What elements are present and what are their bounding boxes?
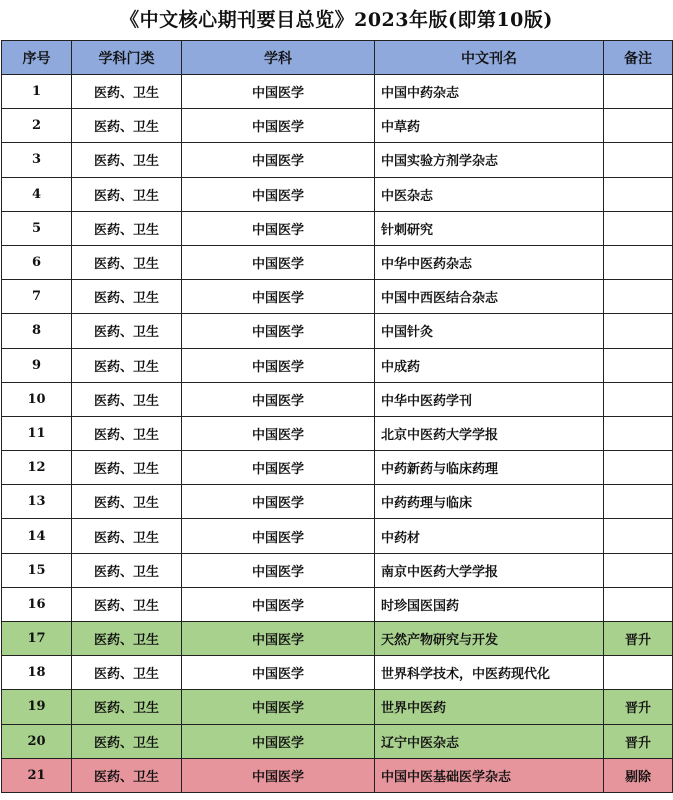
table-row bbox=[2, 211, 673, 245]
cell-index: 5 bbox=[2, 211, 72, 245]
table-row bbox=[2, 690, 673, 724]
table-row bbox=[2, 109, 673, 143]
table-row bbox=[2, 622, 673, 656]
cell-subject: 中国医学 bbox=[182, 622, 375, 656]
cell-note bbox=[604, 348, 673, 382]
cell-journal: 时珍国医国药 bbox=[375, 587, 604, 621]
cell-subject: 中国医学 bbox=[182, 348, 375, 382]
cell-subject: 中国医学 bbox=[182, 587, 375, 621]
cell-index: 9 bbox=[2, 348, 72, 382]
cell-subject: 中国医学 bbox=[182, 690, 375, 724]
cell-note: 剔除 bbox=[604, 758, 673, 792]
cell-note bbox=[604, 416, 673, 450]
cell-category: 医药、卫生 bbox=[72, 587, 182, 621]
cell-category: 医药、卫生 bbox=[72, 690, 182, 724]
table-row bbox=[2, 245, 673, 279]
cell-category: 医药、卫生 bbox=[72, 314, 182, 348]
cell-subject: 中国医学 bbox=[182, 553, 375, 587]
cell-index: 15 bbox=[2, 553, 72, 587]
cell-category: 医药、卫生 bbox=[72, 758, 182, 792]
cell-category: 医药、卫生 bbox=[72, 75, 182, 109]
cell-note: 晋升 bbox=[604, 622, 673, 656]
cell-subject: 中国医学 bbox=[182, 724, 375, 758]
cell-category: 医药、卫生 bbox=[72, 382, 182, 416]
cell-subject: 中国医学 bbox=[182, 109, 375, 143]
cell-index: 3 bbox=[2, 143, 72, 177]
table-row bbox=[2, 382, 673, 416]
cell-category: 医药、卫生 bbox=[72, 416, 182, 450]
cell-subject: 中国医学 bbox=[182, 143, 375, 177]
cell-note bbox=[604, 382, 673, 416]
cell-subject: 中国医学 bbox=[182, 245, 375, 279]
cell-note bbox=[604, 280, 673, 314]
table-row bbox=[2, 416, 673, 450]
cell-journal: 中华中医药杂志 bbox=[375, 245, 604, 279]
cell-journal: 中国中西医结合杂志 bbox=[375, 280, 604, 314]
cell-note bbox=[604, 109, 673, 143]
cell-journal: 中国针灸 bbox=[375, 314, 604, 348]
cell-journal: 天然产物研究与开发 bbox=[375, 622, 604, 656]
table-row bbox=[2, 519, 673, 553]
cell-subject: 中国医学 bbox=[182, 211, 375, 245]
cell-index: 18 bbox=[2, 656, 72, 690]
table-row bbox=[2, 485, 673, 519]
page-title: 《中文核心期刊要目总览》2023年版(即第10版) bbox=[120, 9, 553, 31]
cell-subject: 中国医学 bbox=[182, 75, 375, 109]
table-row bbox=[2, 75, 673, 109]
cell-index: 4 bbox=[2, 177, 72, 211]
cell-category: 医药、卫生 bbox=[72, 485, 182, 519]
cell-index: 14 bbox=[2, 519, 72, 553]
cell-category: 医药、卫生 bbox=[72, 280, 182, 314]
cell-subject: 中国医学 bbox=[182, 758, 375, 792]
cell-index: 6 bbox=[2, 245, 72, 279]
cell-category: 医药、卫生 bbox=[72, 451, 182, 485]
header-subject: 学科 bbox=[182, 41, 375, 75]
table-row bbox=[2, 587, 673, 621]
cell-index: 12 bbox=[2, 451, 72, 485]
table-header-row bbox=[2, 41, 673, 75]
cell-category: 医药、卫生 bbox=[72, 211, 182, 245]
cell-category: 医药、卫生 bbox=[72, 724, 182, 758]
table-row bbox=[2, 553, 673, 587]
journal-table bbox=[1, 40, 673, 793]
table-row bbox=[2, 314, 673, 348]
cell-journal: 中医杂志 bbox=[375, 177, 604, 211]
table-row bbox=[2, 280, 673, 314]
cell-category: 医药、卫生 bbox=[72, 622, 182, 656]
cell-journal: 中华中医药学刊 bbox=[375, 382, 604, 416]
cell-note bbox=[604, 485, 673, 519]
cell-journal: 北京中医药大学学报 bbox=[375, 416, 604, 450]
cell-note bbox=[604, 587, 673, 621]
cell-subject: 中国医学 bbox=[182, 485, 375, 519]
cell-journal: 针刺研究 bbox=[375, 211, 604, 245]
table-row bbox=[2, 143, 673, 177]
cell-category: 医药、卫生 bbox=[72, 177, 182, 211]
cell-index: 19 bbox=[2, 690, 72, 724]
cell-journal: 世界科学技术，中医药现代化 bbox=[375, 656, 604, 690]
cell-journal: 中成药 bbox=[375, 348, 604, 382]
cell-note bbox=[604, 143, 673, 177]
cell-subject: 中国医学 bbox=[182, 382, 375, 416]
cell-journal: 辽宁中医杂志 bbox=[375, 724, 604, 758]
cell-note bbox=[604, 245, 673, 279]
table-body bbox=[2, 75, 673, 793]
cell-subject: 中国医学 bbox=[182, 519, 375, 553]
cell-subject: 中国医学 bbox=[182, 177, 375, 211]
cell-note bbox=[604, 553, 673, 587]
cell-note bbox=[604, 177, 673, 211]
cell-journal: 世界中医药 bbox=[375, 690, 604, 724]
cell-subject: 中国医学 bbox=[182, 656, 375, 690]
cell-subject: 中国医学 bbox=[182, 280, 375, 314]
cell-note bbox=[604, 211, 673, 245]
cell-category: 医药、卫生 bbox=[72, 656, 182, 690]
cell-index: 7 bbox=[2, 280, 72, 314]
cell-index: 17 bbox=[2, 622, 72, 656]
cell-category: 医药、卫生 bbox=[72, 245, 182, 279]
table-row bbox=[2, 656, 673, 690]
header-journal: 中文刊名 bbox=[375, 41, 604, 75]
cell-note bbox=[604, 314, 673, 348]
cell-note bbox=[604, 75, 673, 109]
table-row bbox=[2, 758, 673, 792]
cell-category: 医药、卫生 bbox=[72, 553, 182, 587]
cell-index: 8 bbox=[2, 314, 72, 348]
cell-category: 医药、卫生 bbox=[72, 348, 182, 382]
cell-category: 医药、卫生 bbox=[72, 109, 182, 143]
cell-category: 医药、卫生 bbox=[72, 519, 182, 553]
cell-index: 11 bbox=[2, 416, 72, 450]
cell-index: 1 bbox=[2, 75, 72, 109]
cell-subject: 中国医学 bbox=[182, 451, 375, 485]
cell-index: 2 bbox=[2, 109, 72, 143]
cell-subject: 中国医学 bbox=[182, 314, 375, 348]
cell-journal: 中国实验方剂学杂志 bbox=[375, 143, 604, 177]
cell-note bbox=[604, 656, 673, 690]
cell-category: 医药、卫生 bbox=[72, 143, 182, 177]
cell-journal: 中药药理与临床 bbox=[375, 485, 604, 519]
table-row bbox=[2, 724, 673, 758]
cell-journal: 中药材 bbox=[375, 519, 604, 553]
header-index: 序号 bbox=[2, 41, 72, 75]
header-note: 备注 bbox=[604, 41, 673, 75]
cell-journal: 中国中药杂志 bbox=[375, 75, 604, 109]
cell-journal: 中国中医基础医学杂志 bbox=[375, 758, 604, 792]
header-category: 学科门类 bbox=[72, 41, 182, 75]
cell-note: 晋升 bbox=[604, 724, 673, 758]
cell-index: 20 bbox=[2, 724, 72, 758]
cell-journal: 中药新药与临床药理 bbox=[375, 451, 604, 485]
cell-note bbox=[604, 519, 673, 553]
cell-journal: 中草药 bbox=[375, 109, 604, 143]
table-row bbox=[2, 177, 673, 211]
cell-index: 10 bbox=[2, 382, 72, 416]
cell-index: 21 bbox=[2, 758, 72, 792]
cell-note: 晋升 bbox=[604, 690, 673, 724]
cell-index: 16 bbox=[2, 587, 72, 621]
cell-note bbox=[604, 451, 673, 485]
table-row bbox=[2, 348, 673, 382]
cell-subject: 中国医学 bbox=[182, 416, 375, 450]
table-row bbox=[2, 451, 673, 485]
cell-index: 13 bbox=[2, 485, 72, 519]
cell-journal: 南京中医药大学学报 bbox=[375, 553, 604, 587]
